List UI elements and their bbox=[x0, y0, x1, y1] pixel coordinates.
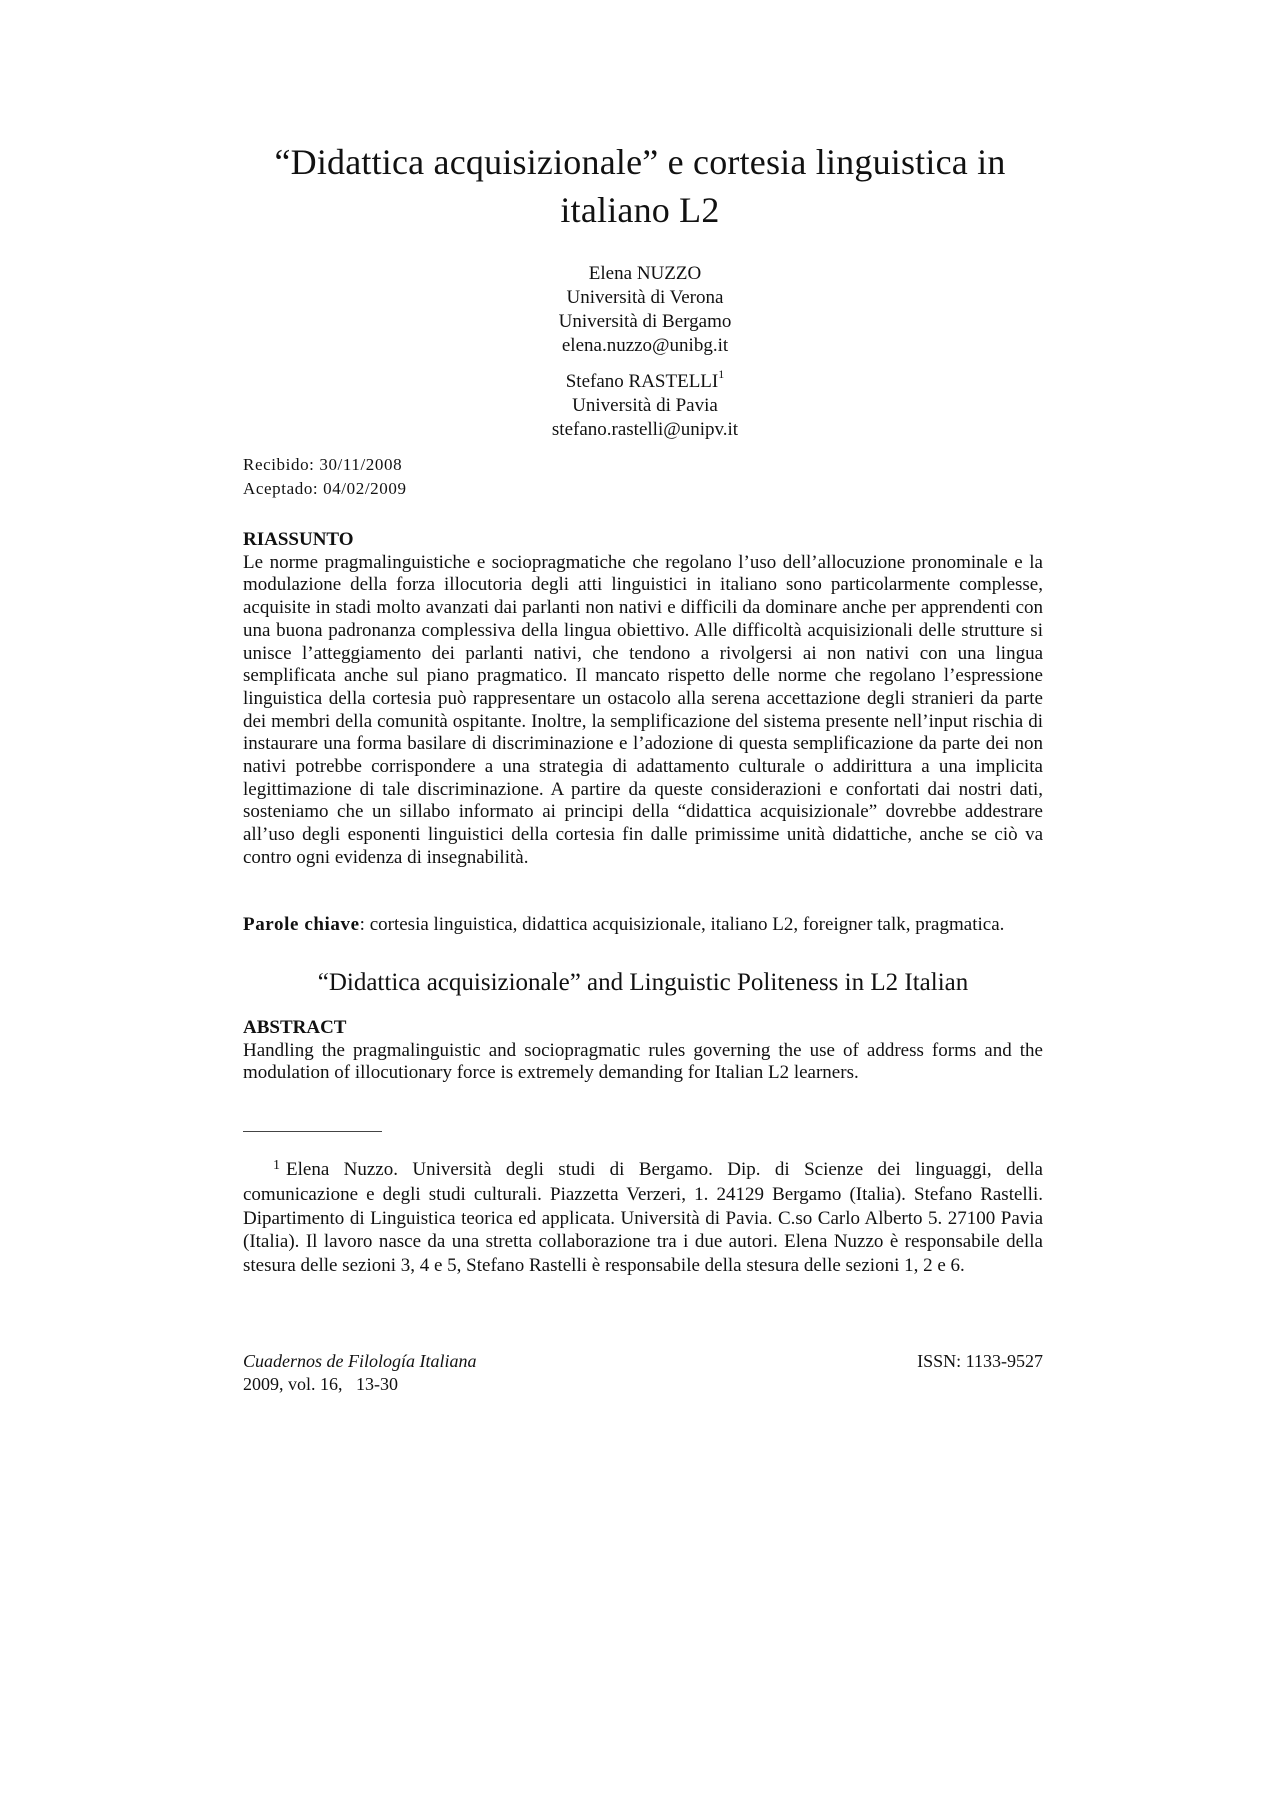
article-title: “Didattica acquisizionale” e cortesia linguistica in italiano L2 bbox=[274, 142, 1006, 230]
riassunto-section bbox=[243, 529, 1043, 870]
author-1-name bbox=[470, 262, 820, 286]
author-last-name: NUZZO bbox=[636, 263, 702, 284]
journal-citation: 2009, vol. 16, 13-30 bbox=[243, 1374, 398, 1394]
author-list bbox=[470, 262, 820, 442]
abstract-section bbox=[243, 1017, 1043, 1085]
author-first-name: Elena bbox=[588, 263, 633, 284]
author-2-email: stefano.rastelli@unipv.it bbox=[551, 419, 739, 440]
footnote-reference: 1 bbox=[718, 366, 725, 381]
journal-info bbox=[243, 1350, 477, 1396]
journal-name: Cuadernos de Filología Italiana bbox=[243, 1351, 477, 1371]
author-last-name: RASTELLI bbox=[628, 371, 719, 392]
riassunto-text: Le norme pragmalinguistiche e sociopragmatiche che regolano l’uso dell’allocuzione pronominale e la modulazione della forza illocutoria degli atti linguistici in italiano sono particolarmente complesse, acquisite in stadi molto avanzati dai parlanti non nativi e difficili da dominare anche per apprendenti con una buona padronanza complessiva della lingua obiettivo. Alle difficoltà acquisizionali delle strutture si unisce l’atteggiamento dei parlanti nativi, che tendono a rivolgersi ai non nativi con una lingua semplificata anche sul piano pragmatico. Il mancato rispetto delle norme che regolano l’espressione linguistica della cortesia può rappresentare un ostacolo alla serena accettazione degli stranieri da parte dei membri della comunità ospitante. Inoltre, la semplificazione del sistema presente nell’input rischia di instaurare una forma basilare di discriminazione e l’adozione di questa semplificazione da parte dei non nativi potrebbe corrispondere a una strategia di adattamento culturale o addirittura a una implicita legittimazione di tale discriminazione. A partire da queste considerazioni e confortati dai nostri dati, sosteniamo che un sillabo informato ai principi della “didattica acquisizionale” dovrebbe addestrare all’uso degli esponenti linguistici della cortesia fin dalle primissime unità didattiche, anche se ciò va contro ogni evidenza di insegnabilità. bbox=[243, 551, 1043, 868]
abstract-text: Handling the pragmalinguistic and sociopragmatic rules governing the use of address forms and the modulation of illocutionary force is extremely demanding for Italian L2 learners. bbox=[243, 1039, 1043, 1084]
footnote bbox=[243, 1158, 1043, 1277]
abstract-heading: ABSTRACT bbox=[243, 1017, 347, 1038]
journal-issn: ISSN: 1133-9527 bbox=[917, 1351, 1043, 1371]
footnote-marker: 1 bbox=[273, 1158, 280, 1173]
author-1 bbox=[470, 262, 820, 358]
english-title: “Didattica acquisizionale” and Linguistic Politeness in L2 Italian bbox=[317, 969, 969, 996]
author-2 bbox=[470, 366, 820, 442]
keywords-label: Parole chiave bbox=[243, 914, 360, 935]
author-1-affiliation-1: Università di Verona bbox=[566, 287, 724, 308]
keywords-text: : cortesia linguistica, didattica acquisizionale, italiano L2, foreigner talk, pragmatica. bbox=[359, 914, 1005, 935]
author-1-affiliation-2: Università di Bergamo bbox=[558, 311, 732, 332]
author-1-email: elena.nuzzo@unibg.it bbox=[561, 335, 729, 356]
riassunto-heading: RIASSUNTO bbox=[243, 529, 354, 550]
received-date: Recibido: 30/11/2008 bbox=[243, 455, 403, 474]
footnote-separator bbox=[243, 1131, 382, 1132]
footnote-text: Elena Nuzzo. Università degli studi di Bergamo. Dip. di Scienze dei linguaggi, della comunicazione e degli studi culturali. Piazzetta Verzeri, 1. 24129 Bergamo (Italia). Stefano Rastelli. Dipartimento di Linguistica teorica ed applicata. Università di Pavia. C.so Carlo Alberto 5. 27100 Pavia (Italia). Il lavoro nasce da una stretta collaborazione tra i due autori. Elena Nuzzo è responsabile della stesura delle sezioni 3, 4 e 5, Stefano Rastelli è responsabile della stesura delle sezioni 1, 2 e 6. bbox=[243, 1159, 1043, 1276]
author-2-name bbox=[470, 366, 820, 394]
submission-dates bbox=[243, 453, 407, 501]
accepted-date: Aceptado: 04/02/2009 bbox=[243, 479, 407, 498]
keywords-paragraph bbox=[243, 914, 1043, 936]
author-2-affiliation-1: Università di Pavia bbox=[572, 395, 718, 416]
author-first-name: Stefano bbox=[565, 371, 624, 392]
